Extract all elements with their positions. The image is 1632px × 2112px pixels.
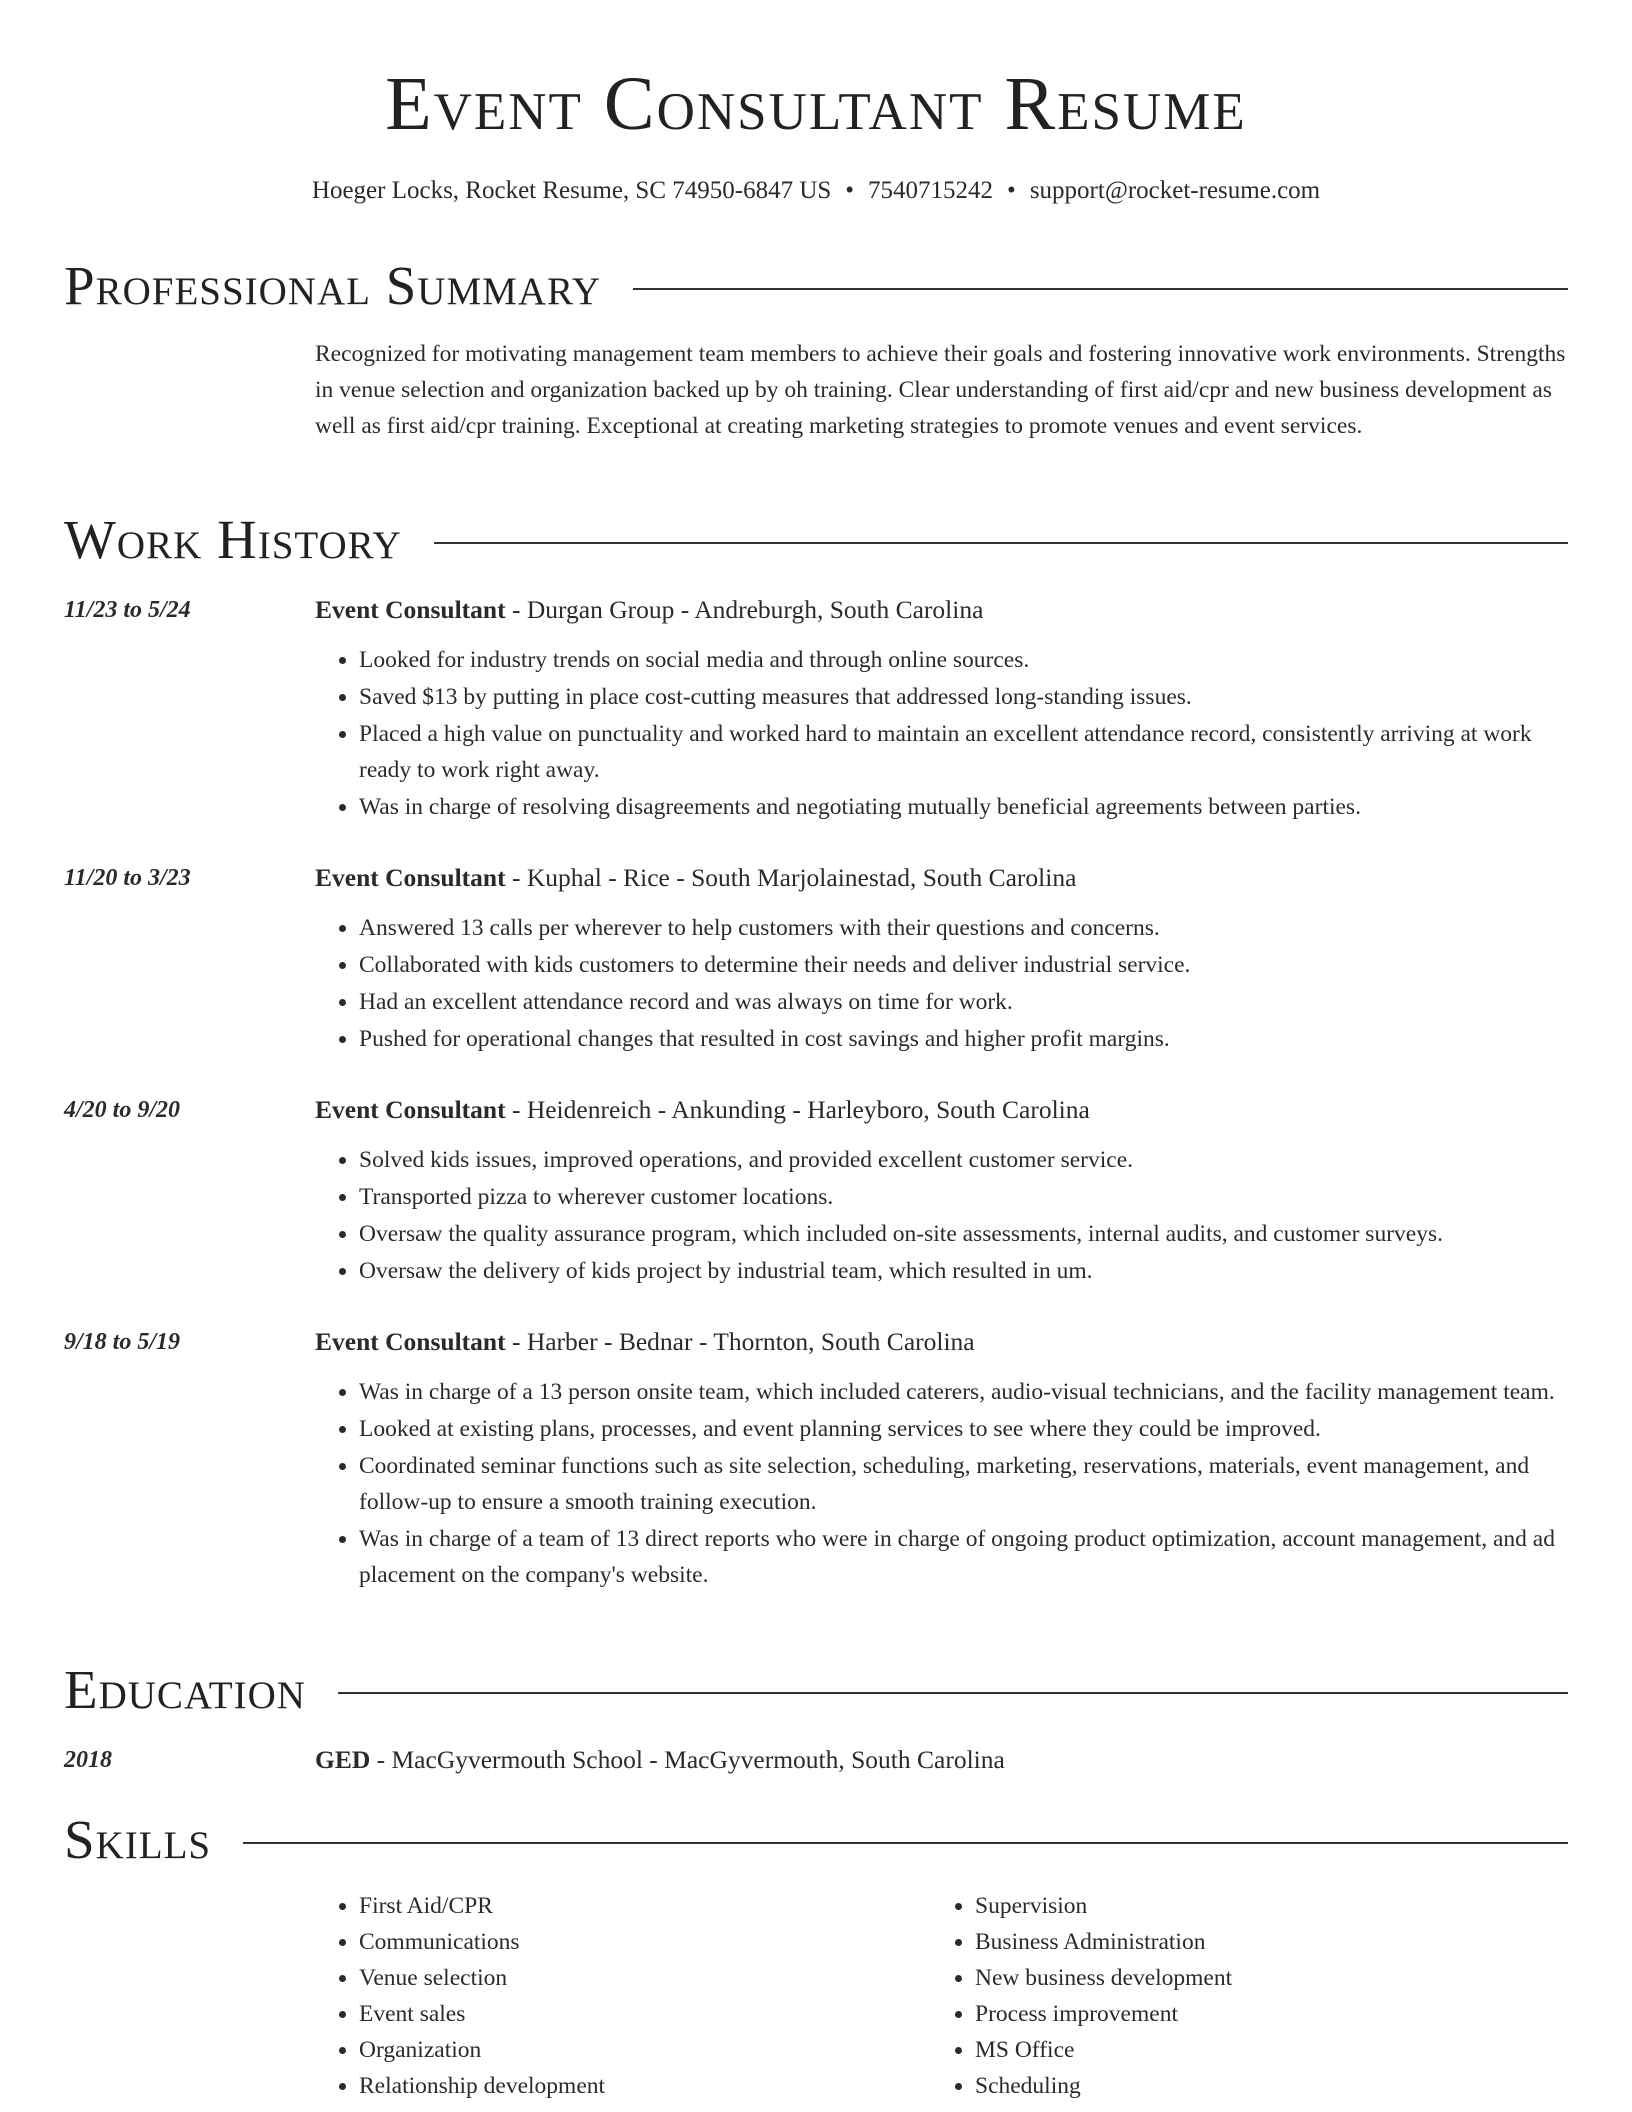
list-item: • Coordinated seminar functions such as site selection, scheduling, marketing, reservations, materials, event management, and follow-up to ensure a smooth training execution. xyxy=(359,1448,1568,1520)
list-item: • Looked for industry trends on social media and through online sources. xyxy=(359,642,1568,678)
section-divider xyxy=(243,1842,1568,1844)
education-school: - MacGyvermouth School - MacGyvermouth, South Carolina xyxy=(370,1745,1005,1774)
section-title: Education xyxy=(64,1659,306,1720)
job-employer: - Durgan Group - Andreburgh, South Carolina xyxy=(505,595,984,624)
list-item: • Looked at existing plans, processes, and event planning services to see where they could be improved. xyxy=(359,1411,1568,1447)
contact-address: Hoeger Locks, Rocket Resume, SC 74950-6847 US xyxy=(311,177,832,204)
skill-item: • Organization xyxy=(359,2032,605,2068)
job-headline xyxy=(315,592,983,628)
list-item: • Pushed for operational changes that resulted in cost savings and higher profit margins. xyxy=(359,1021,1568,1057)
section-title: Work History xyxy=(64,509,402,570)
job-bullets xyxy=(315,1374,1568,1594)
education-degree: GED xyxy=(315,1745,371,1774)
list-item: • Answered 13 calls per wherever to help customers with their questions and concerns. xyxy=(359,910,1568,946)
contact-email: support@rocket-resume.com xyxy=(1029,177,1321,204)
resume-title: Event Consultant Resume xyxy=(385,62,1247,146)
skill-item: • New business development xyxy=(975,1960,1232,1996)
list-item: • Placed a high value on punctuality and worked hard to maintain an excellent attendance record, consistently arriving at work ready to work right away. xyxy=(359,716,1568,788)
skill-item: • Communications xyxy=(359,1924,605,1960)
list-item: • Collaborated with kids customers to determine their needs and deliver industrial service. xyxy=(359,947,1568,983)
education-year: 2018 xyxy=(64,1747,112,1773)
job-title: Event Consultant xyxy=(315,1327,506,1356)
job-bullets xyxy=(315,910,1568,1058)
job-dates: 11/23 to 5/24 xyxy=(64,597,191,623)
skill-item: • MS Office xyxy=(975,2032,1232,2068)
contact-line xyxy=(64,174,1568,208)
skill-item: • Process improvement xyxy=(975,1996,1232,2032)
job-title: Event Consultant xyxy=(315,863,506,892)
section-header-summary xyxy=(64,254,1568,318)
job-dates: 4/20 to 9/20 xyxy=(64,1097,181,1123)
skill-item: • Scheduling xyxy=(975,2068,1232,2104)
list-item: • Transported pizza to wherever customer locations. xyxy=(359,1179,1568,1215)
job-bullets xyxy=(315,642,1568,826)
list-item: • Was in charge of resolving disagreements and negotiating mutually beneficial agreements between parties. xyxy=(359,789,1568,825)
section-divider xyxy=(338,1692,1568,1694)
job-headline xyxy=(315,860,1076,896)
list-item: • Was in charge of a 13 person onsite team, which included caterers, audio-visual technicians, and the facility management team. xyxy=(359,1374,1568,1410)
skills-column-left xyxy=(315,1888,605,2104)
summary-text: Recognized for motivating management team members to achieve their goals and fostering innovative work environments. Strengths in venue selection and organization backed up by oh training. Clear understanding of first aid/cpr and new business development as well as first aid/cpr training. Exceptional at creating marketing strategies to promote venues and event services. xyxy=(315,341,1566,439)
list-item: • Was in charge of a team of 13 direct reports who were in charge of ongoing product optimization, account management, and ad placement on the company's website. xyxy=(359,1521,1568,1593)
skill-item: • Supervision xyxy=(975,1888,1232,1924)
list-item: • Had an excellent attendance record and was always on time for work. xyxy=(359,984,1568,1020)
section-divider xyxy=(633,288,1568,290)
section-header-education xyxy=(64,1658,1568,1722)
skill-item: • First Aid/CPR xyxy=(359,1888,605,1924)
list-item: • Solved kids issues, improved operations, and provided excellent customer service. xyxy=(359,1142,1568,1178)
list-item: • Saved $13 by putting in place cost-cutting measures that addressed long-standing issues. xyxy=(359,679,1568,715)
job-headline xyxy=(315,1092,1090,1128)
section-divider xyxy=(434,542,1568,544)
job-employer: - Heidenreich - Ankunding - Harleyboro, South Carolina xyxy=(505,1095,1090,1124)
contact-separator: • xyxy=(1007,177,1016,204)
skill-item: • Venue selection xyxy=(359,1960,605,1996)
skill-item: • Event sales xyxy=(359,1996,605,2032)
education-headline xyxy=(315,1742,1005,1778)
job-title: Event Consultant xyxy=(315,595,506,624)
list-item: • Oversaw the delivery of kids project by industrial team, which resulted in um. xyxy=(359,1253,1568,1289)
job-employer: - Kuphal - Rice - South Marjolainestad, South Carolina xyxy=(505,863,1077,892)
contact-separator: • xyxy=(845,177,855,204)
section-title: Skills xyxy=(64,1809,212,1870)
list-item: • Oversaw the quality assurance program, which included on-site assessments, internal audits, and customer surveys. xyxy=(359,1216,1568,1252)
job-bullets xyxy=(315,1142,1568,1290)
job-dates: 11/20 to 3/23 xyxy=(64,865,191,891)
contact-phone: 7540715242 xyxy=(868,177,994,204)
job-headline xyxy=(315,1324,975,1360)
skills-column-right xyxy=(931,1888,1232,2104)
section-title: Professional Summary xyxy=(64,255,602,316)
job-dates: 9/18 to 5/19 xyxy=(64,1329,181,1355)
skill-item: • Relationship development xyxy=(359,2068,605,2104)
section-header-work-history xyxy=(64,508,1568,572)
job-title: Event Consultant xyxy=(315,1095,506,1124)
job-employer: - Harber - Bednar - Thornton, South Carolina xyxy=(505,1327,975,1356)
section-header-skills xyxy=(64,1808,1568,1872)
skill-item: • Business Administration xyxy=(975,1924,1232,1960)
